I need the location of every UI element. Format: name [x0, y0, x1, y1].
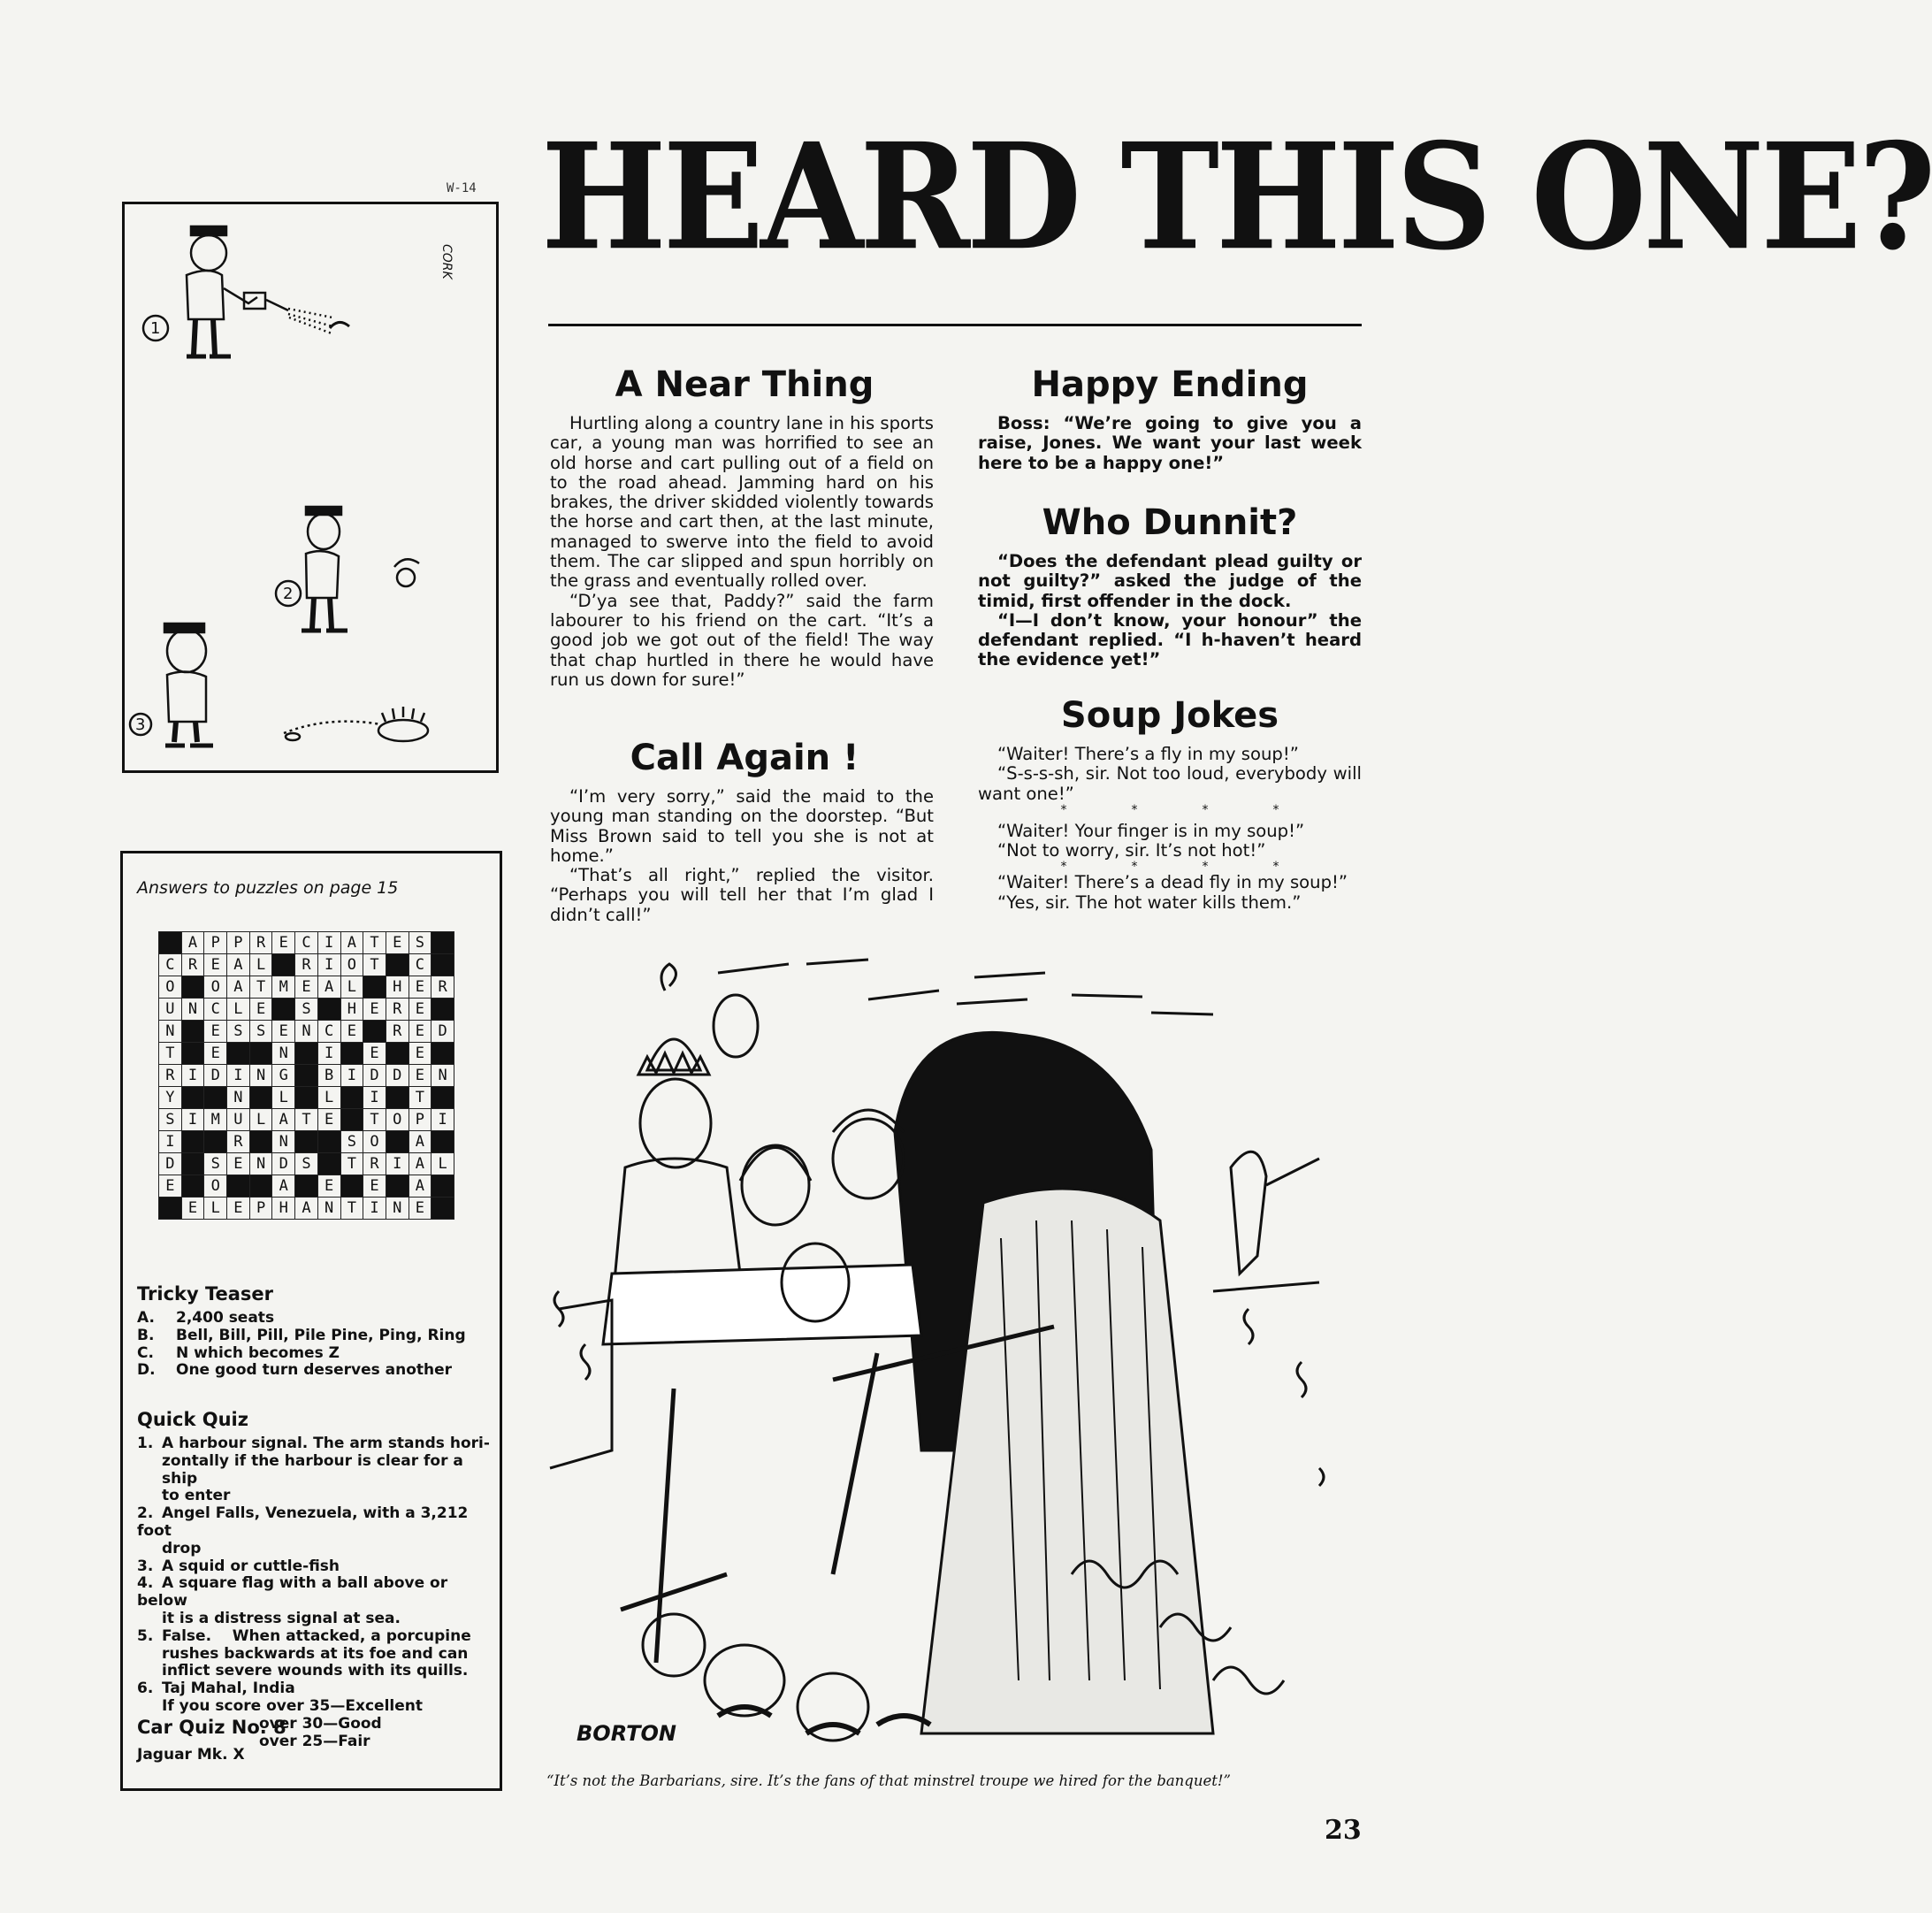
crossword-cell: R: [249, 932, 272, 954]
crossword-block: [181, 1153, 204, 1175]
crossword-block: [340, 1043, 363, 1065]
answers-note: Answers to puzzles on page 15: [137, 878, 399, 898]
crossword-cell: E: [409, 1021, 431, 1043]
crossword-cell: E: [249, 999, 272, 1021]
crossword-cell: N: [431, 1065, 454, 1087]
crossword-cell: R: [295, 954, 318, 976]
crossword-row: [159, 932, 454, 954]
crossword-block: [431, 954, 454, 976]
crossword-row: [159, 1131, 454, 1153]
cartoon-strip-box: [122, 202, 499, 773]
crossword-row: [159, 1021, 454, 1043]
crossword-cell: E: [317, 1109, 340, 1131]
crossword-cell: S: [204, 1153, 227, 1175]
crossword-cell: O: [363, 1131, 386, 1153]
crossword-block: [249, 1087, 272, 1109]
page-title: HEARD THIS ONE?: [541, 111, 1932, 283]
crossword-cell: N: [386, 1198, 409, 1220]
crossword-cell: H: [340, 999, 363, 1021]
crossword-cell: E: [272, 1021, 295, 1043]
crossword-cell: T: [159, 1043, 182, 1065]
panel-number-1: 1: [150, 319, 161, 338]
crossword-cell: L: [317, 1087, 340, 1109]
crossword-cell: H: [272, 1198, 295, 1220]
crossword-cell: L: [249, 1109, 272, 1131]
crossword-cell: C: [204, 999, 227, 1021]
crossword-block: [272, 999, 295, 1021]
crossword-cell: E: [340, 1021, 363, 1043]
crossword-cell: S: [295, 999, 318, 1021]
crossword-row: [159, 1087, 454, 1109]
soup-jokes-heading: Soup Jokes: [1060, 695, 1279, 736]
crossword-cell: I: [159, 1131, 182, 1153]
crossword-block: [317, 1131, 340, 1153]
crossword-cell: E: [204, 954, 227, 976]
crossword-cell: D: [159, 1153, 182, 1175]
crossword-block: [340, 1109, 363, 1131]
strip-signature: CORK: [439, 244, 454, 279]
crossword-cell: E: [386, 932, 409, 954]
crossword-block: [431, 1131, 454, 1153]
crossword-cell: L: [340, 976, 363, 999]
crossword-cell: N: [181, 999, 204, 1021]
soup-jokes-body: “Waiter! There’s a fly in my soup!” “S-s-s-sh, sir. Not too loud, everybody will want one!” * * * * “Waiter! Your finger is in my soup!” “Not to worry, sir. It’s not hot!” * * * * “Waiter! There’s a dead fly in my soup!” “Yes, sir. The hot water kills them.”: [978, 744, 1362, 913]
crossword-cell: I: [363, 1198, 386, 1220]
happy-ending-body: Boss: “We’re going to give you a raise, Jones. We want your last week here to be a happy one!”: [978, 413, 1362, 473]
crossword-cell: S: [249, 1021, 272, 1043]
call-again-body: “I’m very sorry,” said the maid to the young man standing on the doorstep. “But Miss Brown said to tell you she is not at home.” “That’s all right,” replied the visitor. “Perhaps you will tell her that I’m glad I didn’t call!”: [550, 786, 934, 925]
crossword-cell: P: [249, 1198, 272, 1220]
crossword-cell: P: [227, 932, 250, 954]
who-dunnit-body: “Does the defendant plead guilty or not guilty?” asked the judge of the timid, first offender in the dock. “I—I don’t know, your honour” the defendant replied. “I h-haven’t heard the evidence yet!”: [978, 551, 1362, 670]
crossword-cell: C: [317, 1021, 340, 1043]
page-number: 23: [1325, 1815, 1362, 1846]
crossword-block: [295, 1065, 318, 1087]
joke-separator: * * * *: [1060, 860, 1279, 875]
crossword-block: [249, 1131, 272, 1153]
crossword-block: [431, 999, 454, 1021]
crossword-block: [249, 1175, 272, 1198]
crossword-cell: I: [181, 1109, 204, 1131]
near-thing-body: Hurtling along a country lane in his sports car, a young man was horrified to see an old horse and cart pulling out of a field on to the road ahead. Jamming hard on his brakes, the driver skidded violently towards the horse and cart then, at the last minute, managed to swerve into the field to avoid them. The car slipped and spun horribly on the grass and eventually rolled over. “D’ya see that, Paddy?” said the farm labourer to his friend on the cart. “It’s a good job we got out of the field! The way that chap hurtled in there he would have run us down for sure!”: [550, 413, 934, 690]
crossword-block: [431, 1087, 454, 1109]
crossword-cell: N: [159, 1021, 182, 1043]
crossword-cell: T: [340, 1153, 363, 1175]
crossword-row: [159, 1065, 454, 1087]
crossword-cell: E: [363, 1175, 386, 1198]
crossword-cell: A: [409, 1175, 431, 1198]
crossword-row: [159, 1175, 454, 1198]
crossword-cell: E: [227, 1198, 250, 1220]
cartoon-signature: BORTON: [577, 1721, 676, 1746]
crossword-cell: I: [227, 1065, 250, 1087]
crossword-cell: T: [249, 976, 272, 999]
crossword-cell: B: [317, 1065, 340, 1087]
crossword-cell: R: [431, 976, 454, 999]
crossword-block: [227, 1175, 250, 1198]
happy-ending-heading: Happy Ending: [1031, 364, 1309, 405]
crossword-cell: E: [272, 932, 295, 954]
crossword-cell: E: [409, 976, 431, 999]
crossword-cell: A: [227, 976, 250, 999]
crossword-cell: E: [317, 1175, 340, 1198]
crossword-block: [431, 932, 454, 954]
crossword-cell: A: [317, 976, 340, 999]
crossword-cell: N: [272, 1043, 295, 1065]
crossword-block: [431, 1198, 454, 1220]
crossword-block: [386, 954, 409, 976]
crossword-cell: S: [227, 1021, 250, 1043]
crossword-cell: A: [409, 1153, 431, 1175]
crossword-cell: R: [363, 1153, 386, 1175]
crossword-cell: O: [204, 976, 227, 999]
crossword-block: [159, 932, 182, 954]
crossword-cell: R: [159, 1065, 182, 1087]
crossword-cell: U: [227, 1109, 250, 1131]
crossword-cell: D: [363, 1065, 386, 1087]
crossword-block: [295, 1175, 318, 1198]
car-quiz-heading: Car Quiz No. 8: [137, 1717, 286, 1738]
crossword-cell: N: [317, 1198, 340, 1220]
crossword-block: [386, 1175, 409, 1198]
crossword-cell: T: [340, 1198, 363, 1220]
crossword-cell: E: [204, 1021, 227, 1043]
crossword-cell: O: [159, 976, 182, 999]
crossword-cell: D: [272, 1153, 295, 1175]
crossword-block: [340, 1087, 363, 1109]
crossword-block: [159, 1198, 182, 1220]
crossword-cell: I: [317, 954, 340, 976]
crossword-cell: E: [409, 1065, 431, 1087]
crossword-row: [159, 1043, 454, 1065]
crossword-cell: S: [340, 1131, 363, 1153]
crossword-block: [295, 1043, 318, 1065]
crossword-block: [181, 1131, 204, 1153]
crossword-cell: I: [317, 932, 340, 954]
crossword-cell: S: [295, 1153, 318, 1175]
crossword-cell: T: [295, 1109, 318, 1131]
crossword-cell: C: [159, 954, 182, 976]
crossword-block: [340, 1175, 363, 1198]
crossword-block: [386, 1043, 409, 1065]
crossword-block: [204, 1131, 227, 1153]
crossword-cell: L: [431, 1153, 454, 1175]
crossword-block: [204, 1087, 227, 1109]
crossword-cell: R: [227, 1131, 250, 1153]
crossword-cell: P: [409, 1109, 431, 1131]
crossword-block: [295, 1131, 318, 1153]
crossword-cell: N: [272, 1131, 295, 1153]
crossword-block: [181, 1043, 204, 1065]
crossword-cell: M: [272, 976, 295, 999]
crossword-row: [159, 1109, 454, 1131]
crossword-cell: Y: [159, 1087, 182, 1109]
who-dunnit-heading: Who Dunnit?: [1042, 502, 1298, 543]
crossword-block: [431, 1175, 454, 1198]
crossword-cell: C: [295, 932, 318, 954]
crossword-cell: N: [249, 1153, 272, 1175]
crossword-cell: S: [409, 932, 431, 954]
crossword-cell: U: [159, 999, 182, 1021]
crossword-cell: N: [227, 1087, 250, 1109]
crossword-block: [295, 1087, 318, 1109]
crossword-cell: I: [431, 1109, 454, 1131]
crossword-cell: E: [409, 999, 431, 1021]
crossword-cell: T: [409, 1087, 431, 1109]
tricky-teaser-heading: Tricky Teaser: [137, 1283, 274, 1305]
crossword-cell: A: [272, 1109, 295, 1131]
crossword-row: [159, 999, 454, 1021]
crossword-cell: R: [386, 999, 409, 1021]
answers-box: [120, 851, 502, 1791]
crossword-cell: O: [204, 1175, 227, 1198]
crossword-row: [159, 1198, 454, 1220]
crossword-cell: M: [204, 1109, 227, 1131]
crossword-block: [317, 1153, 340, 1175]
joke-separator: * * * *: [1060, 802, 1279, 817]
tricky-teaser-list: A. 2,400 seats B. Bell, Bill, Pill, Pile Pine, Ping, Ring C. N which becomes Z D. One good turn deserves another: [137, 1309, 466, 1380]
car-quiz-answer: Jaguar Mk. X: [137, 1746, 245, 1764]
crossword-row: [159, 976, 454, 999]
crossword-cell: A: [340, 932, 363, 954]
crossword-cell: A: [272, 1175, 295, 1198]
crossword-cell: E: [409, 1043, 431, 1065]
crossword-cell: L: [249, 954, 272, 976]
crossword-cell: N: [249, 1065, 272, 1087]
crossword-cell: D: [431, 1021, 454, 1043]
panel-number-3: 3: [135, 715, 146, 734]
crossword-block: [431, 1043, 454, 1065]
crossword-cell: N: [295, 1021, 318, 1043]
strip-tag: W-14: [447, 181, 477, 195]
crossword-cell: G: [272, 1065, 295, 1087]
crossword-block: [249, 1043, 272, 1065]
crossword-cell: I: [340, 1065, 363, 1087]
crossword-cell: L: [204, 1198, 227, 1220]
crossword-grid: [158, 931, 454, 1220]
crossword-cell: L: [272, 1087, 295, 1109]
crossword-block: [272, 954, 295, 976]
crossword-cell: S: [159, 1109, 182, 1131]
crossword-cell: R: [386, 1021, 409, 1043]
crossword-cell: A: [181, 932, 204, 954]
crossword-cell: I: [181, 1065, 204, 1087]
cartoon-caption: “It’s not the Barbarians, sire. It’s the fans of that minstrel troupe we hired for the banquet!”: [546, 1772, 1231, 1789]
crossword-cell: I: [386, 1153, 409, 1175]
crossword-cell: I: [363, 1087, 386, 1109]
crossword-cell: I: [317, 1043, 340, 1065]
crossword-row: [159, 954, 454, 976]
crossword-cell: E: [227, 1153, 250, 1175]
crossword-cell: T: [363, 932, 386, 954]
crossword-cell: P: [204, 932, 227, 954]
crossword-cell: O: [386, 1109, 409, 1131]
crossword-block: [181, 1175, 204, 1198]
crossword-cell: E: [363, 1043, 386, 1065]
crossword-cell: C: [409, 954, 431, 976]
title-rule: [548, 324, 1362, 326]
call-again-heading: Call Again !: [630, 738, 859, 778]
crossword-cell: T: [363, 1109, 386, 1131]
crossword-block: [181, 1087, 204, 1109]
crossword-cell: E: [204, 1043, 227, 1065]
crossword-cell: T: [363, 954, 386, 976]
crossword-cell: E: [409, 1198, 431, 1220]
crossword-block: [386, 1131, 409, 1153]
quick-quiz-list: 1. A harbour signal. The arm stands hori- zontally if the harbour is clear for a ship to enter 2. Angel Falls, Venezuela, with a 3,212 foot drop 3. A squid or cuttle-fish 4. A square flag with a ball above or below it is a distress signal at sea. 5. False. When attacked, a porcupine rushes backwards at its foe and can inflict severe wounds with its quills. 6. Taj Mahal, India If you score over 35—Excellent over 30—Good over 25—Fair: [137, 1435, 490, 1750]
crossword-cell: A: [227, 954, 250, 976]
crossword-cell: E: [363, 999, 386, 1021]
cartoon-strip-illustration: [125, 204, 496, 770]
crossword-block: [181, 976, 204, 999]
crossword-cell: R: [181, 954, 204, 976]
crossword-cell: E: [181, 1198, 204, 1220]
crossword-block: [363, 976, 386, 999]
crossword-cell: L: [227, 999, 250, 1021]
crossword-cell: A: [409, 1131, 431, 1153]
crossword-block: [386, 1087, 409, 1109]
crossword-cell: D: [386, 1065, 409, 1087]
castle-cartoon-illustration: [541, 955, 1363, 1760]
crossword-block: [317, 999, 340, 1021]
crossword-cell: E: [159, 1175, 182, 1198]
crossword-block: [363, 1021, 386, 1043]
crossword-block: [181, 1021, 204, 1043]
crossword-cell: D: [204, 1065, 227, 1087]
quick-quiz-heading: Quick Quiz: [137, 1409, 248, 1430]
crossword-cell: H: [386, 976, 409, 999]
crossword-block: [227, 1043, 250, 1065]
crossword-cell: O: [340, 954, 363, 976]
near-thing-heading: A Near Thing: [615, 364, 874, 405]
panel-number-2: 2: [283, 585, 294, 603]
crossword-cell: E: [295, 976, 318, 999]
crossword-row: [159, 1153, 454, 1175]
crossword-cell: A: [295, 1198, 318, 1220]
